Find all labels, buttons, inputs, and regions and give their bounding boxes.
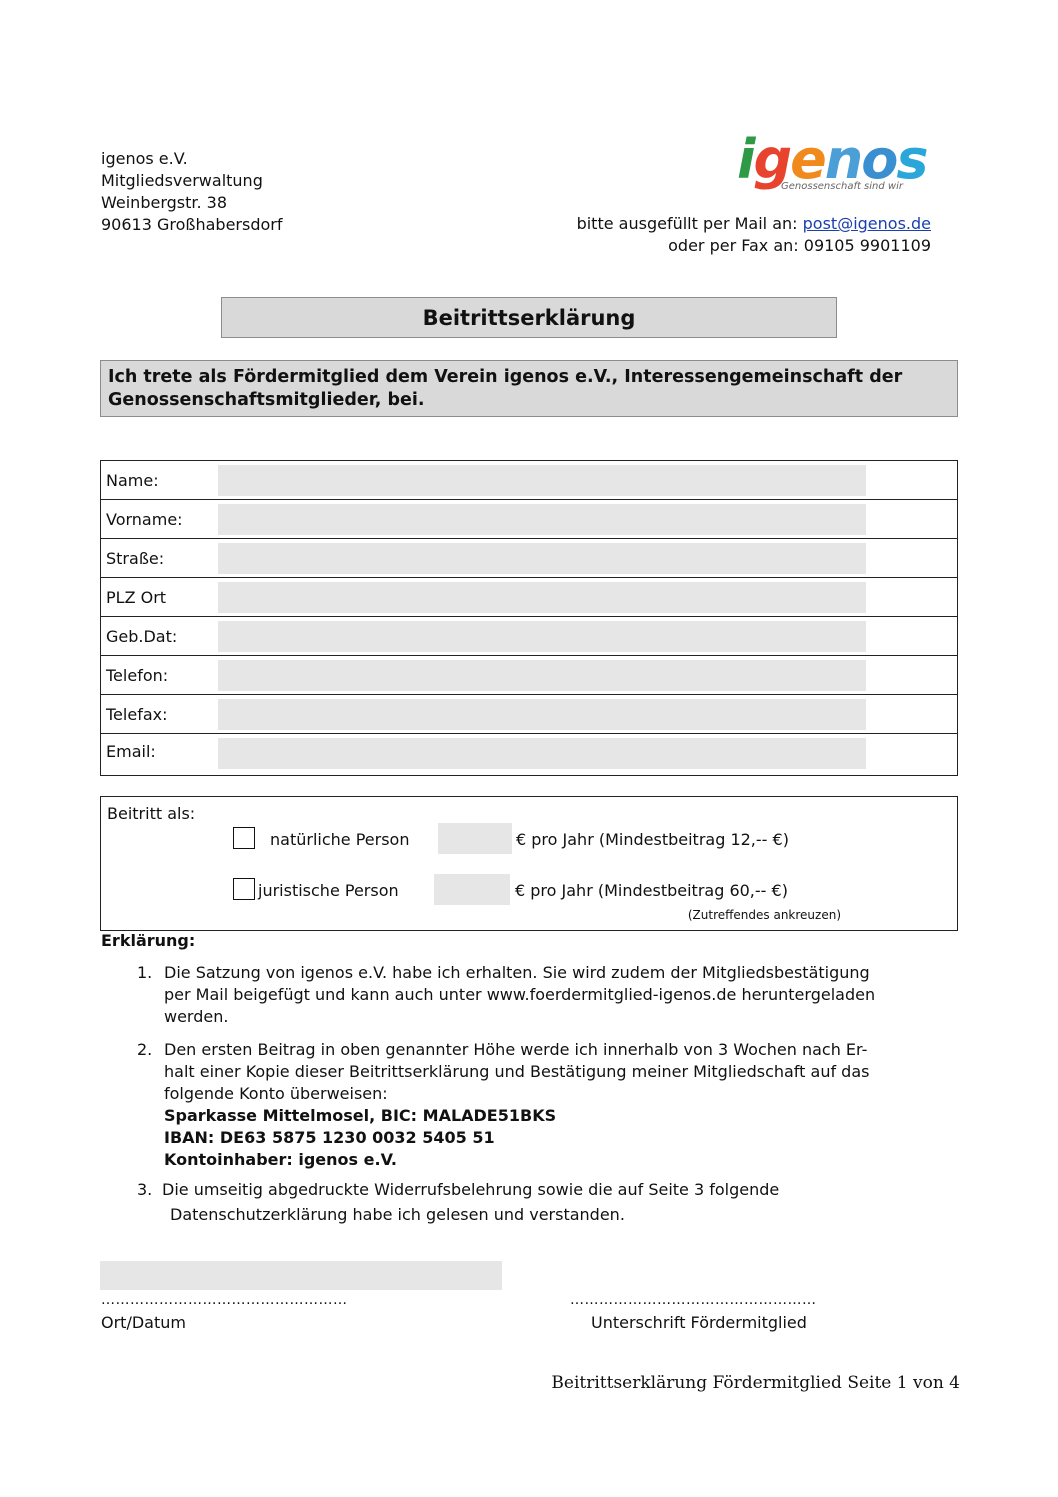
sender-line: igenos e.V. [101,149,188,168]
field-row-telefax [101,695,957,734]
field-label: Vorname: [106,510,183,529]
item-text-line: Die Satzung von igenos e.V. habe ich erhalten. Sie wird zudem der Mitgliedsbestätigung [164,963,870,982]
logo-wordmark: igenos [737,128,927,191]
place-date-input[interactable] [100,1261,502,1290]
natural-person-fee-text: € pro Jahr (Mindestbeitrag 12,-- €) [516,830,789,849]
item-text-line: Datenschutzerklärung habe ich gelesen und verstanden. [170,1205,625,1224]
natural-person-label: natürliche Person [270,830,410,849]
field-row-name [101,461,957,500]
declaration-item-1 [137,962,875,1028]
legal-person-fee-text: € pro Jahr (Mindestbeitrag 60,-- €) [515,881,788,900]
page-footer: Beitrittserklärung Fördermitglied Seite 1 von 4 [551,1373,960,1393]
geb-dat-input[interactable] [218,621,866,652]
account-holder: Kontoinhaber: igenos e.V. [164,1150,397,1169]
bank-name: Sparkasse Mittelmosel, BIC: MALADE51BKS [164,1106,557,1125]
field-label: PLZ Ort [106,588,167,607]
natural-person-checkbox[interactable] [233,827,255,849]
field-label: Geb.Dat: [106,627,178,646]
fax-line: oder per Fax an: 09105 9901109 [668,236,931,255]
field-label: Name: [106,471,159,490]
sender-line: 90613 Großhabersdorf [101,215,283,234]
sender-line: Weinbergstr. 38 [101,193,228,212]
logo-tagline: Genossenschaft sind wir [781,181,903,192]
intro-statement: Ich trete als Fördermitglied dem Verein igenos e.V., Interessengemeinschaft der Genossenschaftsmitglieder, bei. [100,360,958,417]
plz-ort-input[interactable] [218,582,866,613]
legal-person-amount-input[interactable] [434,874,510,905]
page-title: Beitrittserklärung [221,297,837,338]
field-label: Telefon: [106,666,169,685]
vorname-input[interactable] [218,504,866,535]
place-date-dotted-line: …………………………………………… [101,1292,348,1308]
field-row-vorname [101,500,957,539]
field-label: Straße: [106,549,165,568]
field-label: Telefax: [106,705,168,724]
signature-dotted-line: …………………………………………… [570,1292,817,1308]
tick-instruction-note: (Zutreffendes ankreuzen) [687,908,841,922]
field-row-geb-dat [101,617,957,656]
place-date-label: Ort/Datum [101,1313,186,1332]
membership-type-box [100,796,958,931]
item-text-line: folgende Konto überweisen: [164,1084,388,1103]
telefax-input[interactable] [218,699,866,730]
declaration-item-3 [137,1179,779,1226]
membership-label: Beitritt als: [107,804,196,823]
item-text-line: Die umseitig abgedruckte Widerrufsbelehrung sowie die auf Seite 3 folgende [162,1180,780,1199]
item-number: 3. [137,1180,153,1199]
igenos-logo [737,130,927,200]
field-row-email [101,734,957,773]
email-input[interactable] [218,738,866,769]
field-row-strasse [101,539,957,578]
legal-person-checkbox[interactable] [233,878,255,900]
mail-prefix: bitte ausgefüllt per Mail an: [576,214,803,233]
field-row-plz-ort [101,578,957,617]
item-text-line: per Mail beigefügt und kann auch unter www.foerdermitglied-igenos.de heruntergeladen [164,985,876,1004]
item-text-line: Den ersten Beitrag in oben genannter Höhe werde ich innerhalb von 3 Wochen nach Er- [164,1040,868,1059]
name-input[interactable] [218,465,866,496]
sender-address [101,148,283,236]
bank-iban: IBAN: DE63 5875 1230 0032 5405 51 [164,1128,495,1147]
telefon-input[interactable] [218,660,866,691]
field-row-telefon [101,656,957,695]
personal-data-table [100,460,958,776]
natural-person-amount-input[interactable] [438,823,512,854]
item-number: 1. [137,963,153,982]
declaration-heading: Erklärung: [101,931,196,950]
declaration-item-2 [137,1039,869,1171]
item-text-line: halt einer Kopie dieser Beitrittserklärung und Bestätigung meiner Mitgliedschaft auf das [164,1062,870,1081]
strasse-input[interactable] [218,543,866,574]
item-text-line: werden. [164,1007,229,1026]
field-label: Email: [106,742,156,761]
item-number: 2. [137,1040,153,1059]
legal-person-label: juristische Person [258,881,399,900]
mail-link[interactable]: post@igenos.de [802,214,931,233]
sender-line: Mitgliedsverwaltung [101,171,263,190]
signature-label: Unterschrift Fördermitglied [591,1313,807,1332]
send-to-block [577,213,931,257]
